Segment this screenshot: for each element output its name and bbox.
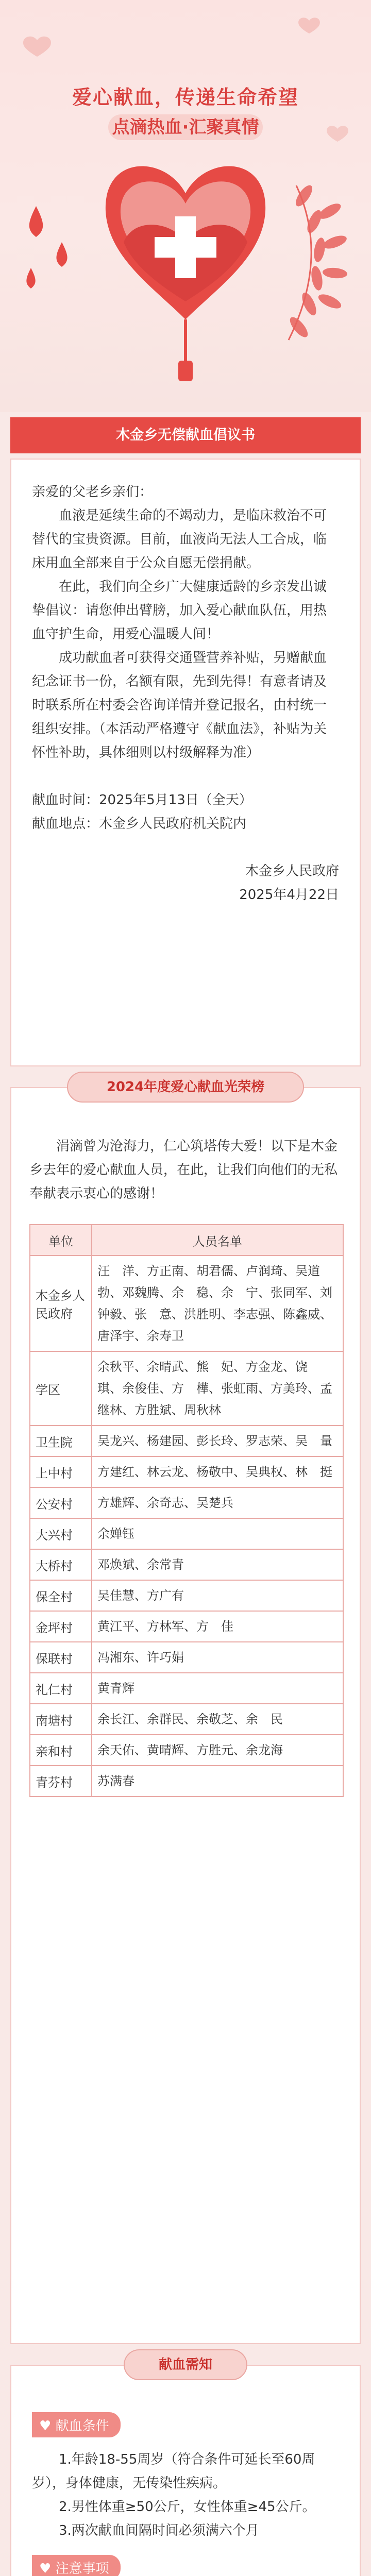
heart-icon: ♥ [39,2561,56,2576]
unit-cell: 南塘村 [30,1704,92,1735]
names-cell: 方建红、林云龙、杨敬中、吴典权、林 挺 [92,1456,343,1487]
unit-cell: 大桥村 [30,1549,92,1580]
names-cell: 苏满春 [92,1766,343,1797]
heart-icon: ♥ [39,2418,56,2434]
unit-cell: 亲和村 [30,1735,92,1766]
conditions-label: 献血条件 [55,2418,109,2434]
table-row [30,1518,343,1549]
names-cell: 余天佑、黄晴辉、方胜元、余龙海 [92,1735,343,1766]
blood-drop-icon [26,268,35,289]
table-row [30,1549,343,1580]
proposal-title: 木金乡无偿献血倡议书 [116,427,255,443]
unit-cell: 礼仁村 [30,1673,92,1704]
unit-cell: 青芬村 [30,1766,92,1797]
knowledge-heading-badge [124,2349,247,2380]
sign-date: 2025年4月22日 [239,887,339,903]
column-header-unit: 单位 [30,1225,92,1256]
honor-table [29,1224,344,1797]
names-cell: 黄青辉 [92,1673,343,1704]
condition-item: 1.年龄18-55周岁（符合条件可延长至60周岁），身体健康，无传染性疾病。 [32,2452,315,2491]
table-row [30,1766,343,1797]
blood-bag-illustration [0,0,371,412]
unit-cell: 木金乡人民政府 [30,1256,92,1351]
donation-place: 献血地点：木金乡人民政府机关院内 [32,816,247,832]
table-row [30,1351,343,1426]
banner-title: 爱心献血，传递生命希望 [72,86,299,109]
unit-cell: 保全村 [30,1580,92,1611]
proposal-letter [10,459,361,1066]
names-cell: 邓焕斌、余常青 [92,1549,343,1580]
unit-cell: 卫生院 [30,1426,92,1456]
letter-paragraph: 成功献血者可获得交通暨营养补贴，另赠献血纪念证书一份，名额有限，先到先得！有意者请及时联系所在村委会咨询详情并登记报名，由村统一组织安排。（本活动严格遵守《献血法》，补贴为关怀性补助，具体细则以村级解释为准） [32,650,327,760]
table-row [30,1735,343,1766]
letter-paragraph: 血液是延续生命的不竭动力，是临床救治不可替代的宝贵资源。目前，血液尚无法人工合成，临床用血全部来自于公众自愿无偿捐献。 [32,508,327,571]
condition-item: 3.两次献血间隔时间必须满六个月 [59,2523,259,2538]
proposal-title-bar [10,417,361,453]
names-cell: 余婵钰 [92,1518,343,1549]
names-cell: 冯湘东、许巧娟 [92,1642,343,1673]
table-row [30,1256,343,1351]
honor-roll-section [10,1087,361,2344]
unit-cell: 公安村 [30,1487,92,1518]
donation-time: 献血时间：2025年5月13日（全天） [32,792,252,808]
unit-cell: 学区 [30,1351,92,1426]
unit-cell: 保联村 [30,1642,92,1673]
table-row [30,1456,343,1487]
table-row [30,1580,343,1611]
names-cell: 吴佳慧、方广有 [92,1580,343,1611]
names-cell: 余秋平、余晴武、熊 妃、方金龙、饶 琪、余俊佳、方 樺、张虹雨、方美玲、孟继林、方胜斌、周秋林 [92,1351,343,1426]
names-cell: 汪 洋、方正南、胡君儒、卢润琦、吴道勃、邓魏腾、余 稳、余 宁、张同军、刘钟毅、张 意、洪胜明、李志强、陈鑫威、唐泽宇、余寿卫 [92,1256,343,1351]
heart-decoration-icon [23,37,51,57]
notes-label: 注意事项 [55,2561,109,2576]
names-cell: 吴龙兴、杨建园、彭长玲、罗志荣、吴 量 [92,1426,343,1456]
conditions-tag [32,2412,121,2437]
condition-item: 2.男性体重≥50公斤，女性体重≥45公斤。 [59,2499,316,2515]
blood-drop-icon [56,242,67,267]
names-cell: 方雄辉、余奇志、吴楚兵 [92,1487,343,1518]
salutation: 亲爱的父老乡亲们： [32,484,153,500]
table-row [30,1611,343,1642]
letter-paragraph: 在此，我们向全乡广大健康适龄的乡亲发出诚挚倡议：请您伸出臂膀，加入爱心献血队伍，用热血守护生命，用爱心温暖人间！ [32,579,327,642]
honor-heading: 2024年度爱心献血光荣榜 [106,1079,265,1095]
table-row [30,1704,343,1735]
honor-heading-badge [67,1072,304,1103]
banner-subtitle-badge [108,114,263,140]
notes-tag [32,2555,121,2576]
column-header-names: 人员名单 [92,1225,343,1256]
unit-cell: 上中村 [30,1456,92,1487]
blood-drop-icon [29,206,43,237]
table-row [30,1673,343,1704]
heart-decoration-icon [327,126,348,142]
heart-decoration-icon [298,18,320,33]
honor-intro: 涓滴曾为沧海力，仁心筑塔传大爱！以下是木金乡去年的爱心献血人员，在此，让我们向他们的无私奉献表示衷心的感谢！ [29,1139,338,1201]
knowledge-heading: 献血需知 [158,2357,212,2372]
names-cell: 余长江、余群民、余敬芝、余 民 [92,1704,343,1735]
donation-knowledge-section [10,2365,361,2576]
hero-banner [0,0,371,412]
names-cell: 黄江平、方林军、方 佳 [92,1611,343,1642]
table-row [30,1487,343,1518]
table-row [30,1426,343,1456]
unit-cell: 大兴村 [30,1518,92,1549]
table-row [30,1642,343,1673]
signer: 木金乡人民政府 [245,863,339,879]
unit-cell: 金坪村 [30,1611,92,1642]
banner-subtitle: 点滴热血·汇聚真情 [112,117,259,138]
